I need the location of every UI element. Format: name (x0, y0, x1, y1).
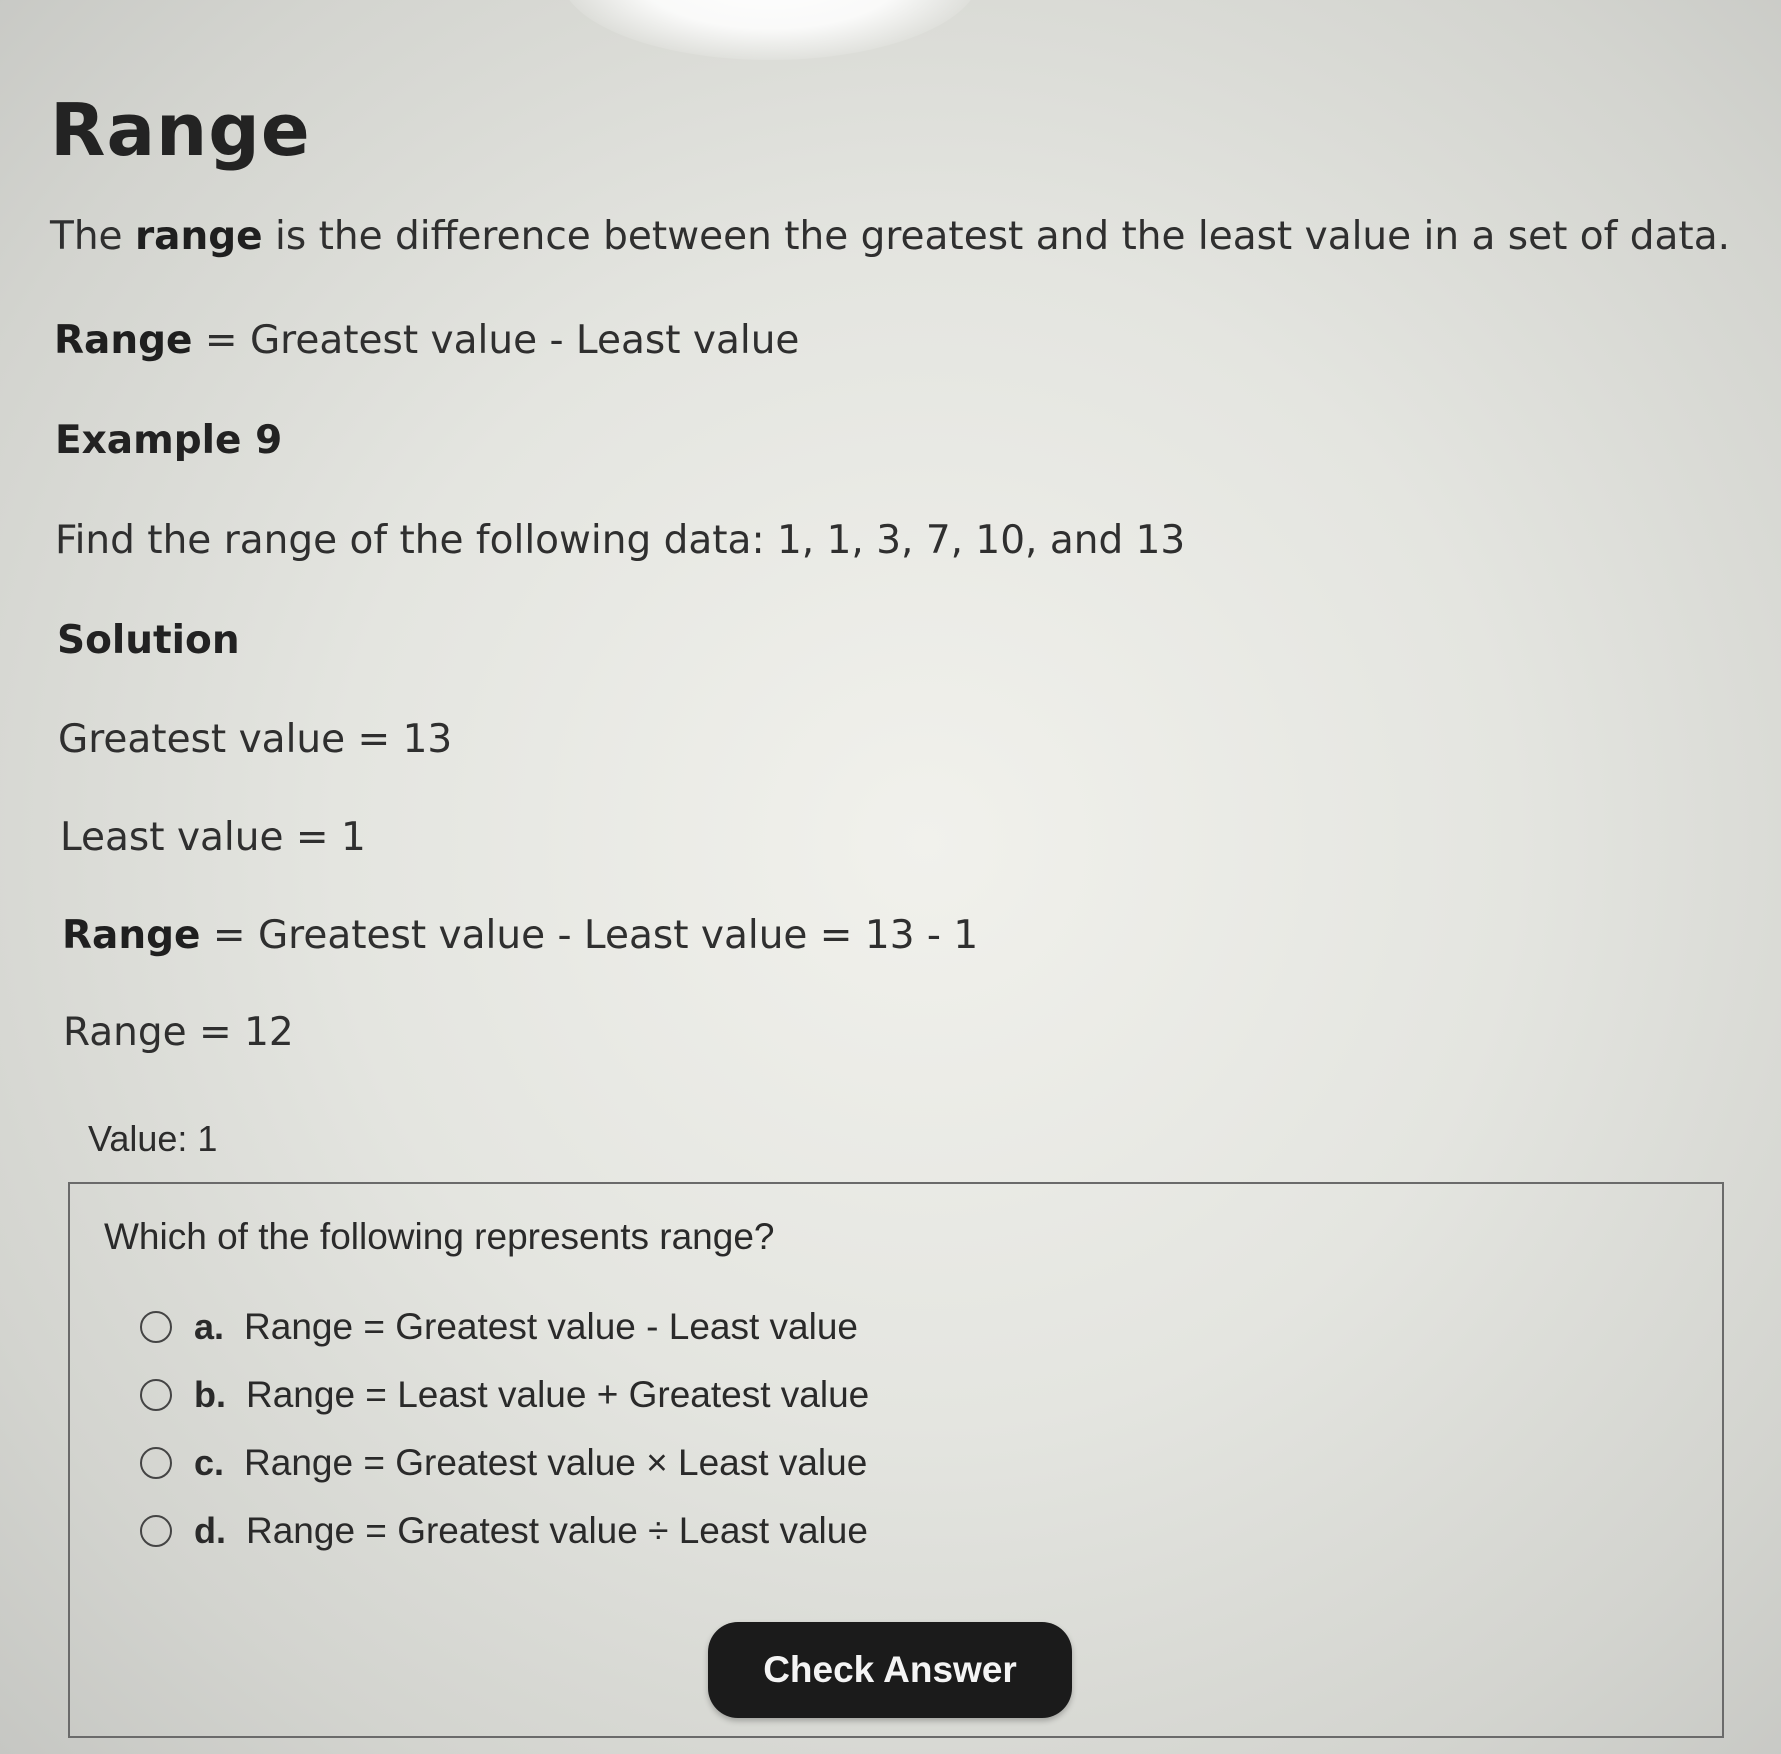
option-b[interactable] (140, 1372, 869, 1418)
definition-suffix: is the difference between the greatest and the least value in a set of data. (262, 214, 1731, 259)
range-calc-rest: = Greatest value - Least value = 13 - 1 (200, 913, 979, 958)
range-calculation-line (62, 913, 978, 958)
solution-heading: Solution (57, 618, 240, 663)
definition-text (50, 214, 1730, 259)
least-value-line: Least value = 1 (60, 815, 366, 860)
option-b-letter: b. (194, 1374, 226, 1415)
example-heading: Example 9 (55, 418, 283, 463)
option-c-text: Range = Greatest value × Least value (244, 1442, 868, 1483)
option-c-letter: c. (194, 1442, 225, 1483)
greatest-value-line: Greatest value = 13 (58, 717, 453, 762)
option-d-letter: d. (194, 1510, 226, 1551)
formula-rest: = Greatest value - Least value (192, 318, 800, 363)
range-calc-term: Range (62, 913, 201, 958)
option-b-radio[interactable] (140, 1379, 172, 1411)
range-result-line: Range = 12 (63, 1010, 294, 1055)
option-d-text: Range = Greatest value ÷ Least value (246, 1510, 868, 1551)
range-formula (54, 318, 799, 363)
page-title: Range (50, 88, 311, 172)
quiz-box (68, 1182, 1724, 1738)
option-d[interactable] (140, 1508, 868, 1554)
definition-prefix: The (50, 214, 135, 259)
option-c[interactable] (140, 1440, 867, 1486)
definition-term: range (134, 214, 263, 259)
option-d-radio[interactable] (140, 1515, 172, 1547)
quiz-question: Which of the following represents range? (104, 1216, 775, 1257)
formula-term: Range (54, 318, 193, 363)
check-answer-button[interactable]: Check Answer (708, 1622, 1072, 1718)
option-a[interactable] (140, 1304, 858, 1350)
option-b-text: Range = Least value + Greatest value (246, 1374, 870, 1415)
option-a-radio[interactable] (140, 1311, 172, 1343)
question-value-label: Value: 1 (88, 1118, 218, 1159)
option-c-radio[interactable] (140, 1447, 172, 1479)
example-text: Find the range of the following data: 1, 1, 3, 7, 10, and 13 (55, 518, 1186, 563)
option-a-text: Range = Greatest value - Least value (244, 1306, 858, 1347)
option-a-letter: a. (194, 1306, 225, 1347)
screen-glare (560, 0, 980, 60)
